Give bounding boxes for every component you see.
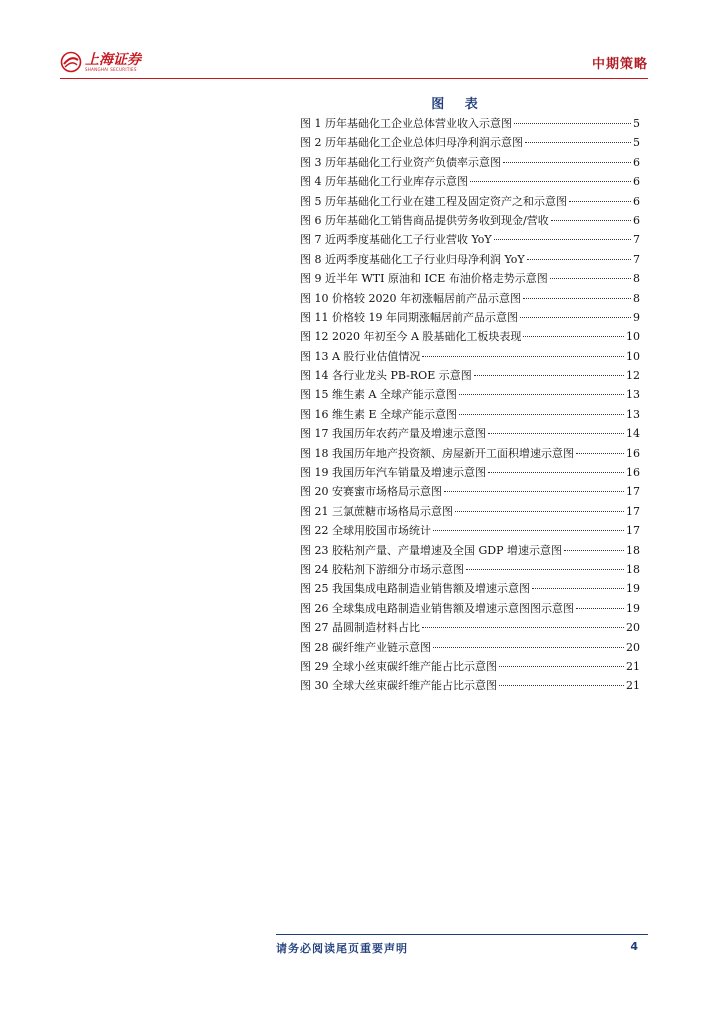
toc-entry-label[interactable]: 图 4 历年基础化工行业库存示意图 [300,175,468,189]
toc-entry[interactable] [300,658,640,677]
toc-dot-leader [532,588,624,589]
toc-entry[interactable] [300,386,640,405]
toc-dot-leader [564,550,624,551]
toc-dot-leader [455,511,624,512]
toc-entry-label[interactable]: 图 18 我国历年地产投资额、房屋新开工面积增速示意图 [300,446,574,460]
toc-entry-page: 6 [633,175,640,189]
toc-dot-leader [459,394,624,395]
toc-entry-page: 19 [626,601,640,615]
toc-entry-label[interactable]: 图 26 全球集成电路制造业销售额及增速示意图图示意图 [300,601,574,615]
toc-entry[interactable] [300,154,640,173]
toc-entry[interactable] [300,542,640,561]
toc-entry-label[interactable]: 图 17 我国历年农药产量及增速示意图 [300,427,486,441]
logo-chinese-text: 上海证券 [85,51,141,68]
logo-english-text: SHANGHAI SECURITIES [85,66,137,72]
toc-entry-label[interactable]: 图 11 价格较 19 年同期涨幅居前产品示意图 [300,310,518,324]
toc-dot-leader [474,375,624,376]
toc-dot-leader [422,356,624,357]
toc-entry[interactable] [300,677,640,696]
toc-entry-label[interactable]: 图 15 维生素 A 全球产能示意图 [300,388,457,402]
toc-entry-page: 9 [633,310,640,324]
toc-entry-page: 8 [633,272,640,286]
toc-entry-label[interactable]: 图 3 历年基础化工行业资产负债率示意图 [300,155,501,169]
toc-entry-page: 17 [626,504,640,518]
toc-entry-label[interactable]: 图 29 全球小丝束碳纤维产能占比示意图 [300,659,497,673]
toc-entry-page: 18 [626,543,640,557]
toc-entry-label[interactable]: 图 10 价格较 2020 年初涨幅居前产品示意图 [300,291,521,305]
toc-dot-leader [523,298,631,299]
toc-dot-leader [422,627,624,628]
toc-entry-label[interactable]: 图 20 安赛蜜市场格局示意图 [300,485,442,499]
toc-entry-page: 17 [626,524,640,538]
toc-entry[interactable] [300,348,640,367]
toc-entry-label[interactable]: 图 7 近两季度基础化工子行业营收 YoY [300,233,492,247]
toc-dot-leader [523,336,624,337]
toc-entry[interactable] [300,445,640,464]
toc-dot-leader [576,453,624,454]
toc-entry-label[interactable]: 图 27 晶圆制造材料占比 [300,621,420,635]
toc-entry-label[interactable]: 图 30 全球大丝束碳纤维产能占比示意图 [300,679,497,693]
toc-dot-leader [488,472,624,473]
toc-entry-page: 19 [626,582,640,596]
header-divider [60,78,648,79]
toc-dot-leader [499,685,624,686]
toc-entry-page: 7 [633,252,640,266]
toc-dot-leader [433,530,624,531]
toc-entry[interactable] [300,483,640,502]
section-title: 中期策略 [591,57,648,72]
toc-entry[interactable] [300,580,640,599]
toc-entry[interactable] [300,212,640,231]
toc-dot-leader [514,123,631,124]
toc-entry-page: 6 [633,213,640,227]
toc-entry-page: 13 [626,407,640,421]
toc-entry[interactable] [300,464,640,483]
toc-entry[interactable] [300,600,640,619]
toc-entry-label[interactable]: 图 14 各行业龙头 PB-ROE 示意图 [300,369,472,383]
footer-divider [276,934,648,935]
toc-entry[interactable] [300,193,640,212]
company-logo [60,48,141,76]
toc-entry[interactable] [300,367,640,386]
toc-entry[interactable] [300,522,640,541]
logo-emblem-icon [60,51,82,73]
toc-entry-page: 10 [626,349,640,363]
toc-entry-label[interactable]: 图 24 胶粘剂下游细分市场示意图 [300,562,464,576]
toc-entry-label[interactable]: 图 6 历年基础化工销售商品提供劳务收到现金/营收 [300,213,549,227]
toc-dot-leader [576,608,624,609]
toc-entry[interactable] [300,231,640,250]
toc-entry-page: 21 [626,659,640,673]
toc-entry-page: 5 [633,117,640,130]
toc-entry-page: 5 [633,136,640,150]
toc-entry-label[interactable]: 图 22 全球用胶国市场统计 [300,524,431,538]
toc-dot-leader [470,181,631,182]
toc-dot-leader [494,239,631,240]
toc-entry-label[interactable]: 图 9 近半年 WTI 原油和 ICE 布油价格走势示意图 [300,272,548,286]
toc-entry[interactable] [300,406,640,425]
toc-entry-page: 14 [626,427,640,441]
toc-entry-page: 10 [626,330,640,344]
toc-entry-page: 18 [626,562,640,576]
toc-entry-label[interactable]: 图 5 历年基础化工行业在建工程及固定资产之和示意图 [300,194,567,208]
toc-entry[interactable] [300,115,640,134]
toc-entry[interactable] [300,270,640,289]
toc-entry[interactable] [300,561,640,580]
toc-entry[interactable] [300,503,640,522]
page-header [60,48,650,78]
toc-entry-page: 21 [626,679,640,693]
toc-entry[interactable] [300,639,640,658]
toc-dot-leader [525,142,631,143]
toc-dot-leader [551,220,631,221]
toc-entry-page: 6 [633,194,640,208]
toc-entry-page: 20 [626,621,640,635]
toc-entry-page: 6 [633,155,640,169]
toc-entry-page: 17 [626,485,640,499]
toc-entry[interactable] [300,425,640,444]
toc-dot-leader [459,414,624,415]
toc-dot-leader [499,666,624,667]
toc-entry[interactable] [300,173,640,192]
toc-dot-leader [433,647,624,648]
toc-dot-leader [466,569,624,570]
toc-entry-page: 16 [626,466,640,480]
toc-entry-label[interactable]: 图 25 我国集成电路制造业销售额及增速示意图 [300,582,530,596]
toc-entry-label[interactable]: 图 2 历年基础化工企业总体归母净利润示意图 [300,136,523,150]
toc-entry-label[interactable]: 图 28 碳纤维产业链示意图 [300,640,431,654]
toc-entry-label[interactable]: 图 1 历年基础化工企业总体营业收入示意图 [300,117,512,130]
toc-entry-label[interactable]: 图 8 近两季度基础化工子行业归母净利润 YoY [300,252,525,266]
toc-entry-label[interactable]: 图 19 我国历年汽车销量及增速示意图 [300,466,486,480]
toc-entry-label[interactable]: 图 16 维生素 E 全球产能示意图 [300,407,458,421]
toc-entry-page: 7 [633,233,640,247]
toc-entry[interactable] [300,251,640,270]
toc-entry[interactable] [300,328,640,347]
toc-entry-page: 8 [633,291,640,305]
toc-entry-label[interactable]: 图 12 2020 年初至今 A 股基础化工板块表现 [300,330,522,344]
toc-entry[interactable] [300,309,640,328]
toc-title: 图 表 [431,97,486,112]
toc-entry-label[interactable]: 图 13 A 股行业估值情况 [300,349,421,363]
toc-entry[interactable] [300,290,640,309]
toc-dot-leader [550,278,631,279]
toc-dot-leader [520,317,631,318]
toc-entry-label[interactable]: 图 21 三氯蔗糖市场格局示意图 [300,504,453,518]
page-number: 4 [630,940,638,953]
toc-entry-page: 16 [626,446,640,460]
toc-entry-page: 12 [626,369,640,383]
toc-entry-page: 13 [626,388,640,402]
toc-dot-leader [488,433,624,434]
toc-entry-page: 20 [626,640,640,654]
toc-dot-leader [444,491,624,492]
toc-dot-leader [527,259,631,260]
toc-dot-leader [569,201,631,202]
toc-entry[interactable] [300,134,640,153]
figure-index-list [300,115,640,697]
toc-entry[interactable] [300,619,640,638]
toc-entry-label[interactable]: 图 23 胶粘剂产量、产量增速及全国 GDP 增速示意图 [300,543,562,557]
footer-disclaimer: 请务必阅读尾页重要声明 [276,942,408,955]
toc-dot-leader [503,162,631,163]
